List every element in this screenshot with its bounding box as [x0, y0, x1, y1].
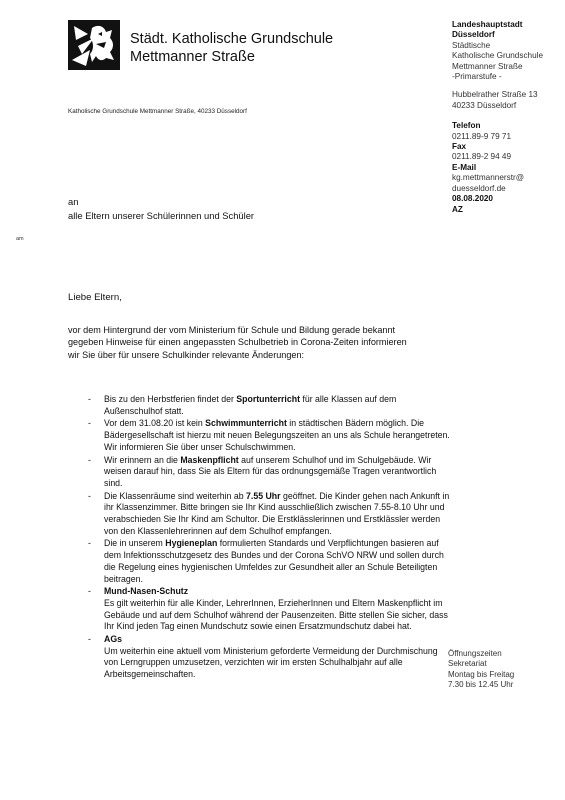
item-text: geöffnet. Die Kinder gehen nach Ankunft in ihr Klassenzimmer. Bitte bringen sie Ihr Kind ausschließlich zwischen 7.55-8.10 Uhr und verabschieden Sie Ihr Kind am Schultor. Die Erstklässlerinnen und Erstklässler werden von den Klassenlehrerinnen auf dem Schulhof empfangen. — [104, 490, 450, 536]
street-address: Hubbelrather Straße 13 — [452, 90, 538, 100]
list-item — [88, 455, 453, 490]
intro-paragraph — [68, 324, 448, 361]
intro-line: wir Sie über für unsere Schulkinder relevante Änderungen: — [68, 349, 305, 360]
list-item — [88, 538, 453, 585]
office-hours-line: Sekretariat — [448, 659, 487, 669]
salutation: Liebe Eltern, — [68, 292, 122, 303]
org-line3: Mettmanner Straße — [452, 61, 523, 71]
reference-az: AZ — [452, 204, 463, 214]
item-keyword: 7.55 Uhr — [246, 490, 281, 501]
item-text: Vor dem 31.08.20 ist kein — [104, 418, 206, 429]
telephone-number: 0211.89-9 79 71 — [452, 131, 512, 141]
recipient-line1: an — [68, 196, 79, 207]
org-line2: Katholische Grundschule — [452, 51, 544, 61]
letter-date: 08.08.2020 — [452, 194, 493, 204]
list-item — [88, 491, 453, 538]
fax-number: 0211.89-2 94 49 — [452, 152, 512, 162]
recipient-line2: alle Eltern unserer Schülerinnen und Schüler — [68, 209, 255, 221]
item-text: Wir erinnern an die — [104, 454, 181, 465]
city-name-line2: Düsseldorf — [452, 30, 495, 40]
zip-city: 40233 Düsseldorf — [452, 100, 517, 110]
item-text: auf unserem Schulhof und im Schulgebäude. Wir weisen darauf hin, dass Sie als Eltern für das ordnungsgemäße Tragen verantwortlich sind. — [104, 454, 437, 488]
office-hours — [448, 649, 560, 690]
city-name-line1: Landeshauptstadt — [452, 20, 523, 29]
item-text: Um weiterhin eine aktuell vom Ministerium geforderte Vermeidung der Durchmischung von Lerngruppen umzusetzen, verzichten wir im ersten Schulhalbjahr auf alle Arbeitsgemeinschaften. — [104, 645, 438, 680]
sender-address-line: Katholische Grundschule Mettmanner Straße, 40233 Düsseldorf — [68, 108, 247, 115]
item-text: Die in unserem — [104, 538, 166, 549]
city-coat-of-arms-logo — [68, 20, 120, 70]
item-keyword: Maskenpflicht — [180, 454, 239, 465]
org-line4: -Primarstufe - — [452, 72, 502, 82]
list-item — [88, 634, 453, 681]
office-hours-line: Öffnungszeiten — [448, 649, 502, 658]
item-text: formulierten Standards und Verpflichtungen basieren auf dem Infektionsschutzgesetz des Bundes und der Corona SchVO NRW und sollen durch die Regelung eines hygienischen Umfeldes zur Gesundheit aller an Schule Beteiligten beitragen. — [104, 538, 444, 584]
list-dash: - — [88, 490, 91, 501]
intro-line: vor dem Hintergrund der vom Ministerium für Schule und Bildung gerade bekannt — [68, 325, 396, 335]
sidebar-contact — [452, 20, 564, 215]
office-hours-line: Montag bis Freitag — [448, 669, 515, 679]
notice-list — [88, 394, 453, 682]
margin-mark: am — [16, 236, 24, 242]
telephone-label: Telefon — [452, 121, 481, 131]
item-text: Die Klassenräume sind weiterhin ab — [104, 490, 247, 501]
org-line1: Städtische — [452, 40, 491, 50]
school-name — [130, 30, 333, 66]
item-keyword: Hygieneplan — [165, 538, 218, 549]
list-dash: - — [88, 454, 91, 465]
item-keyword: Sportunterricht — [236, 394, 300, 404]
item-text: Bis zu den Herbstferien findet der — [104, 394, 237, 404]
list-dash: - — [88, 586, 91, 597]
school-name-line2: Mettmanner Straße — [130, 49, 255, 65]
fax-label: Fax — [452, 142, 467, 152]
item-heading: Mund-Nasen-Schutz — [104, 586, 189, 597]
list-dash: - — [88, 538, 91, 549]
list-item — [88, 586, 453, 633]
item-text: Es gilt weiterhin für alle Kinder, LehrerInnen, ErzieherInnen und Eltern Maskenpflicht im Gebäude und auf dem Schulhof während der Pausenzeiten. Bitte stellen Sie sicher, dass Ihr Kind jeden Tag einen Mundschutz sowie einen Ersatzmundschutz dabei hat. — [104, 597, 448, 632]
item-text: für alle Klassen auf dem Außenschulhof statt. — [104, 394, 397, 416]
email-line2: duesseldorf.de — [452, 183, 506, 193]
list-dash: - — [88, 634, 91, 645]
item-text: in städtischen Bädern möglich. Die Bädergesellschaft ist hierzu mit neuen Belegungszeiten an uns als Schule herangetreten. Wir informieren Sie über unser Schulschwimmen. — [104, 418, 450, 452]
item-keyword: Schwimmunterricht — [205, 418, 287, 429]
list-dash: - — [88, 394, 91, 404]
list-item — [88, 394, 453, 417]
email-label: E-Mail — [452, 162, 477, 172]
item-heading: AGs — [104, 634, 122, 645]
recipient-address — [68, 195, 254, 222]
school-name-line1: Städt. Katholische Grundschule — [130, 31, 334, 47]
list-dash: - — [88, 418, 91, 429]
list-item — [88, 418, 453, 453]
office-hours-line: 7.30 bis 12.45 Uhr — [448, 679, 514, 689]
email-line1: kg.mettmannerstr@ — [452, 173, 525, 183]
intro-line: gegeben Hinweise für einen angepassten Schulbetrieb in Corona-Zeiten informieren — [68, 337, 407, 348]
